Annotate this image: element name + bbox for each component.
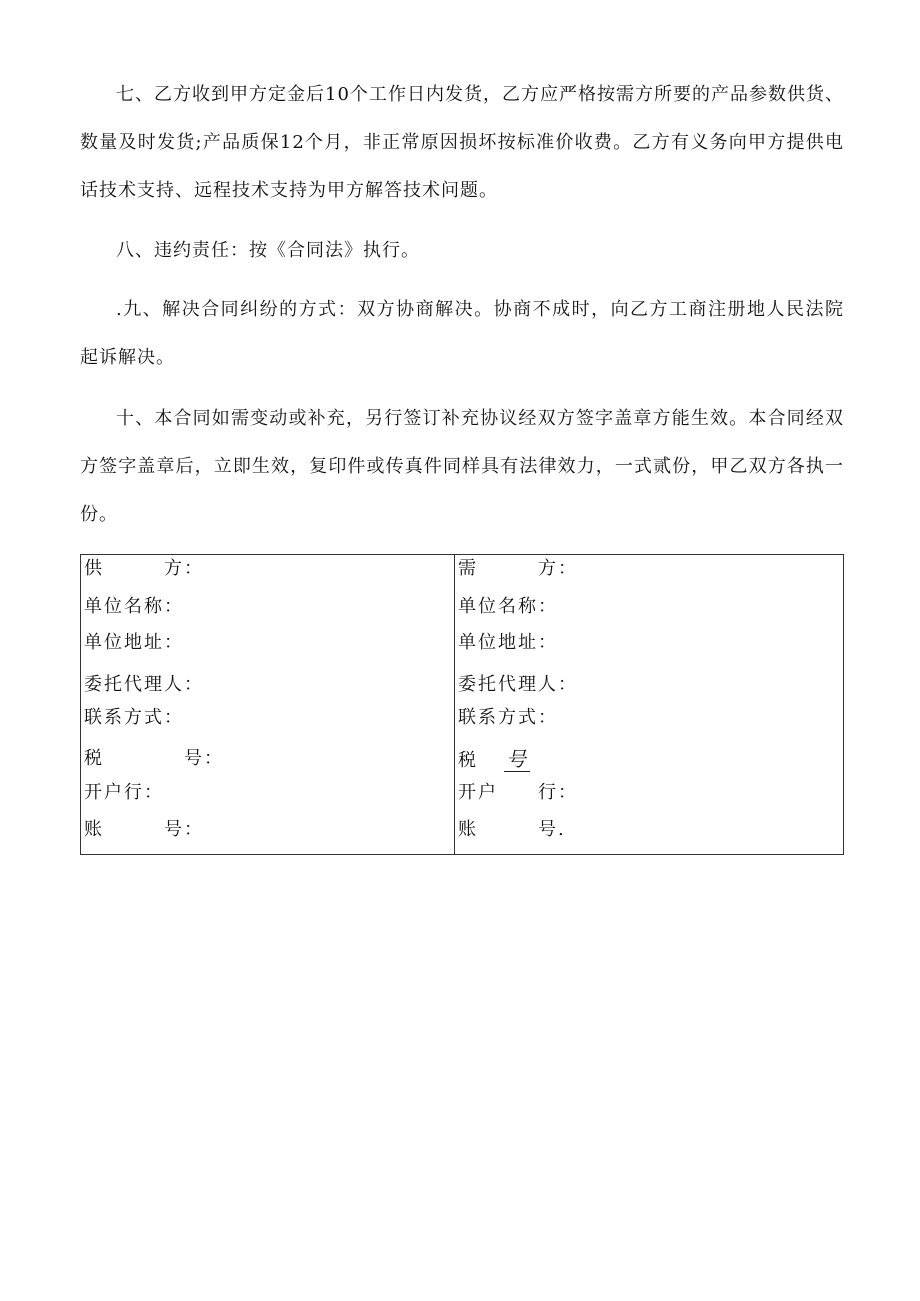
buyer-unit-address-label: 单位地址： (458, 632, 558, 653)
supplier-party-label: 供 方： (84, 558, 204, 579)
clause-nine: .九、解决合同纠纷的方式：双方协商解决。协商不成时，向乙方工商注册地人民法院起诉解决。 (80, 299, 844, 368)
supplier-unit-name-label: 单位名称： (84, 596, 184, 617)
buyer-bank-label: 开户 行： (458, 782, 578, 803)
supplier-bank-label: 开户行： (84, 782, 164, 803)
clause-ten: 十、本合同如需变动或补充，另行签订补充协议经双方签字盖章方能生效。本合同经双方签字盖章后，立即生效，复印件或传真件同样具有法律效力，一式贰份，甲乙双方各执一份。 (80, 408, 844, 525)
buyer-column (455, 555, 843, 854)
signature-table (80, 554, 844, 855)
clause-seven: 七、乙方收到甲方定金后10个工作日内发货，乙方应严格按需方所要的产品参数供货、数量及时发货;产品质保12个月，非正常原因损坏按标准价收费。乙方有义务向甲方提供电话技术支持、远程技术支持为甲方解答技术问题。 (80, 84, 844, 201)
supplier-column (81, 555, 454, 854)
buyer-account-label: 账 号. (458, 819, 566, 840)
buyer-tax-no-field (458, 747, 530, 773)
clause-eight: 八、违约责任：按《合同法》执行。 (116, 240, 420, 261)
buyer-party-label: 需 方： (458, 558, 578, 579)
supplier-unit-address-label: 单位地址： (84, 632, 184, 653)
supplier-tax-no-label: 税 号： (84, 748, 224, 769)
supplier-contact-label: 联系方式： (84, 707, 184, 728)
supplier-agent-label: 委托代理人： (84, 674, 204, 695)
buyer-agent-label: 委托代理人： (458, 674, 578, 695)
buyer-tax-handwritten-char: 号 (506, 747, 528, 771)
supplier-account-label: 账 号： (84, 819, 204, 840)
buyer-tax-label: 税 (458, 750, 478, 771)
buyer-contact-label: 联系方式： (458, 707, 558, 728)
buyer-unit-name-label: 单位名称： (458, 596, 558, 617)
